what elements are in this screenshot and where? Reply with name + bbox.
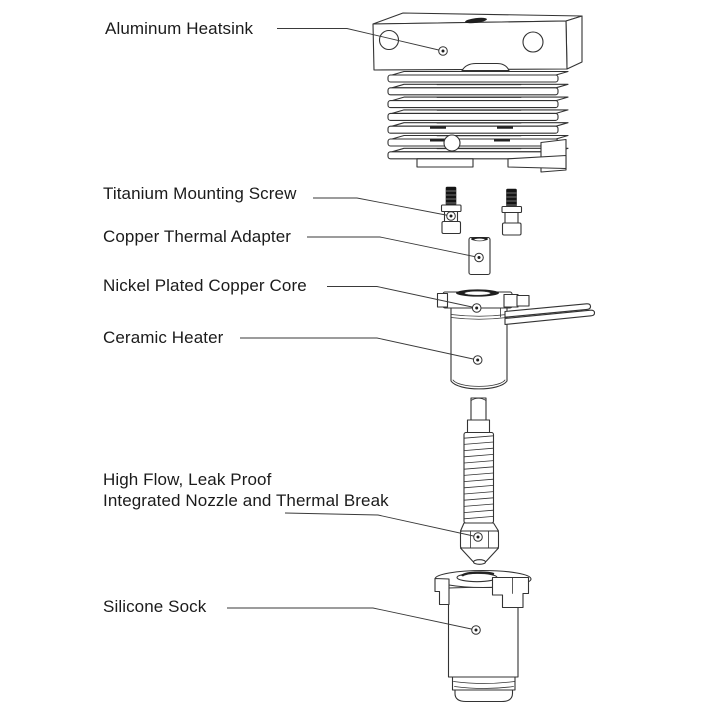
leader-ceramic-heater <box>240 338 478 360</box>
label-integrated-nozzle-line1: High Flow, Leak Proof <box>103 470 272 489</box>
titanium-mounting-screw-left-drawing <box>442 187 462 234</box>
label-aluminum-heatsink: Aluminum Heatsink <box>105 19 254 38</box>
label-ceramic-heater: Ceramic Heater <box>103 328 224 347</box>
callout-dot-aluminum-heatsink <box>439 47 448 56</box>
label-integrated-nozzle <box>103 469 389 511</box>
leader-titanium-mounting-screw <box>313 198 451 216</box>
callout-dot-titanium-mounting-screw <box>447 212 456 221</box>
aluminum-heatsink-drawing <box>373 13 582 172</box>
callout-dot-nickel-plated-copper-core <box>472 304 481 313</box>
leader-integrated-nozzle <box>285 513 478 537</box>
label-titanium-mounting-screw: Titanium Mounting Screw <box>103 184 297 203</box>
heatsink-fins <box>388 72 568 173</box>
label-copper-thermal-adapter: Copper Thermal Adapter <box>103 227 292 246</box>
label-nickel-plated-copper-core: Nickel Plated Copper Core <box>103 276 307 295</box>
label-integrated-nozzle-line2: Integrated Nozzle and Thermal Break <box>103 491 389 510</box>
callout-dot-integrated-nozzle <box>474 533 483 542</box>
label-silicone-sock: Silicone Sock <box>103 597 207 616</box>
callout-dot-silicone-sock <box>472 626 481 635</box>
silicone-sock-drawing <box>435 571 531 702</box>
leader-copper-thermal-adapter <box>307 237 479 258</box>
titanium-mounting-screw-right-drawing <box>502 189 522 235</box>
callout-dot-ceramic-heater <box>473 356 482 365</box>
leader-silicone-sock <box>227 608 476 630</box>
callout-dot-copper-thermal-adapter <box>475 253 484 262</box>
